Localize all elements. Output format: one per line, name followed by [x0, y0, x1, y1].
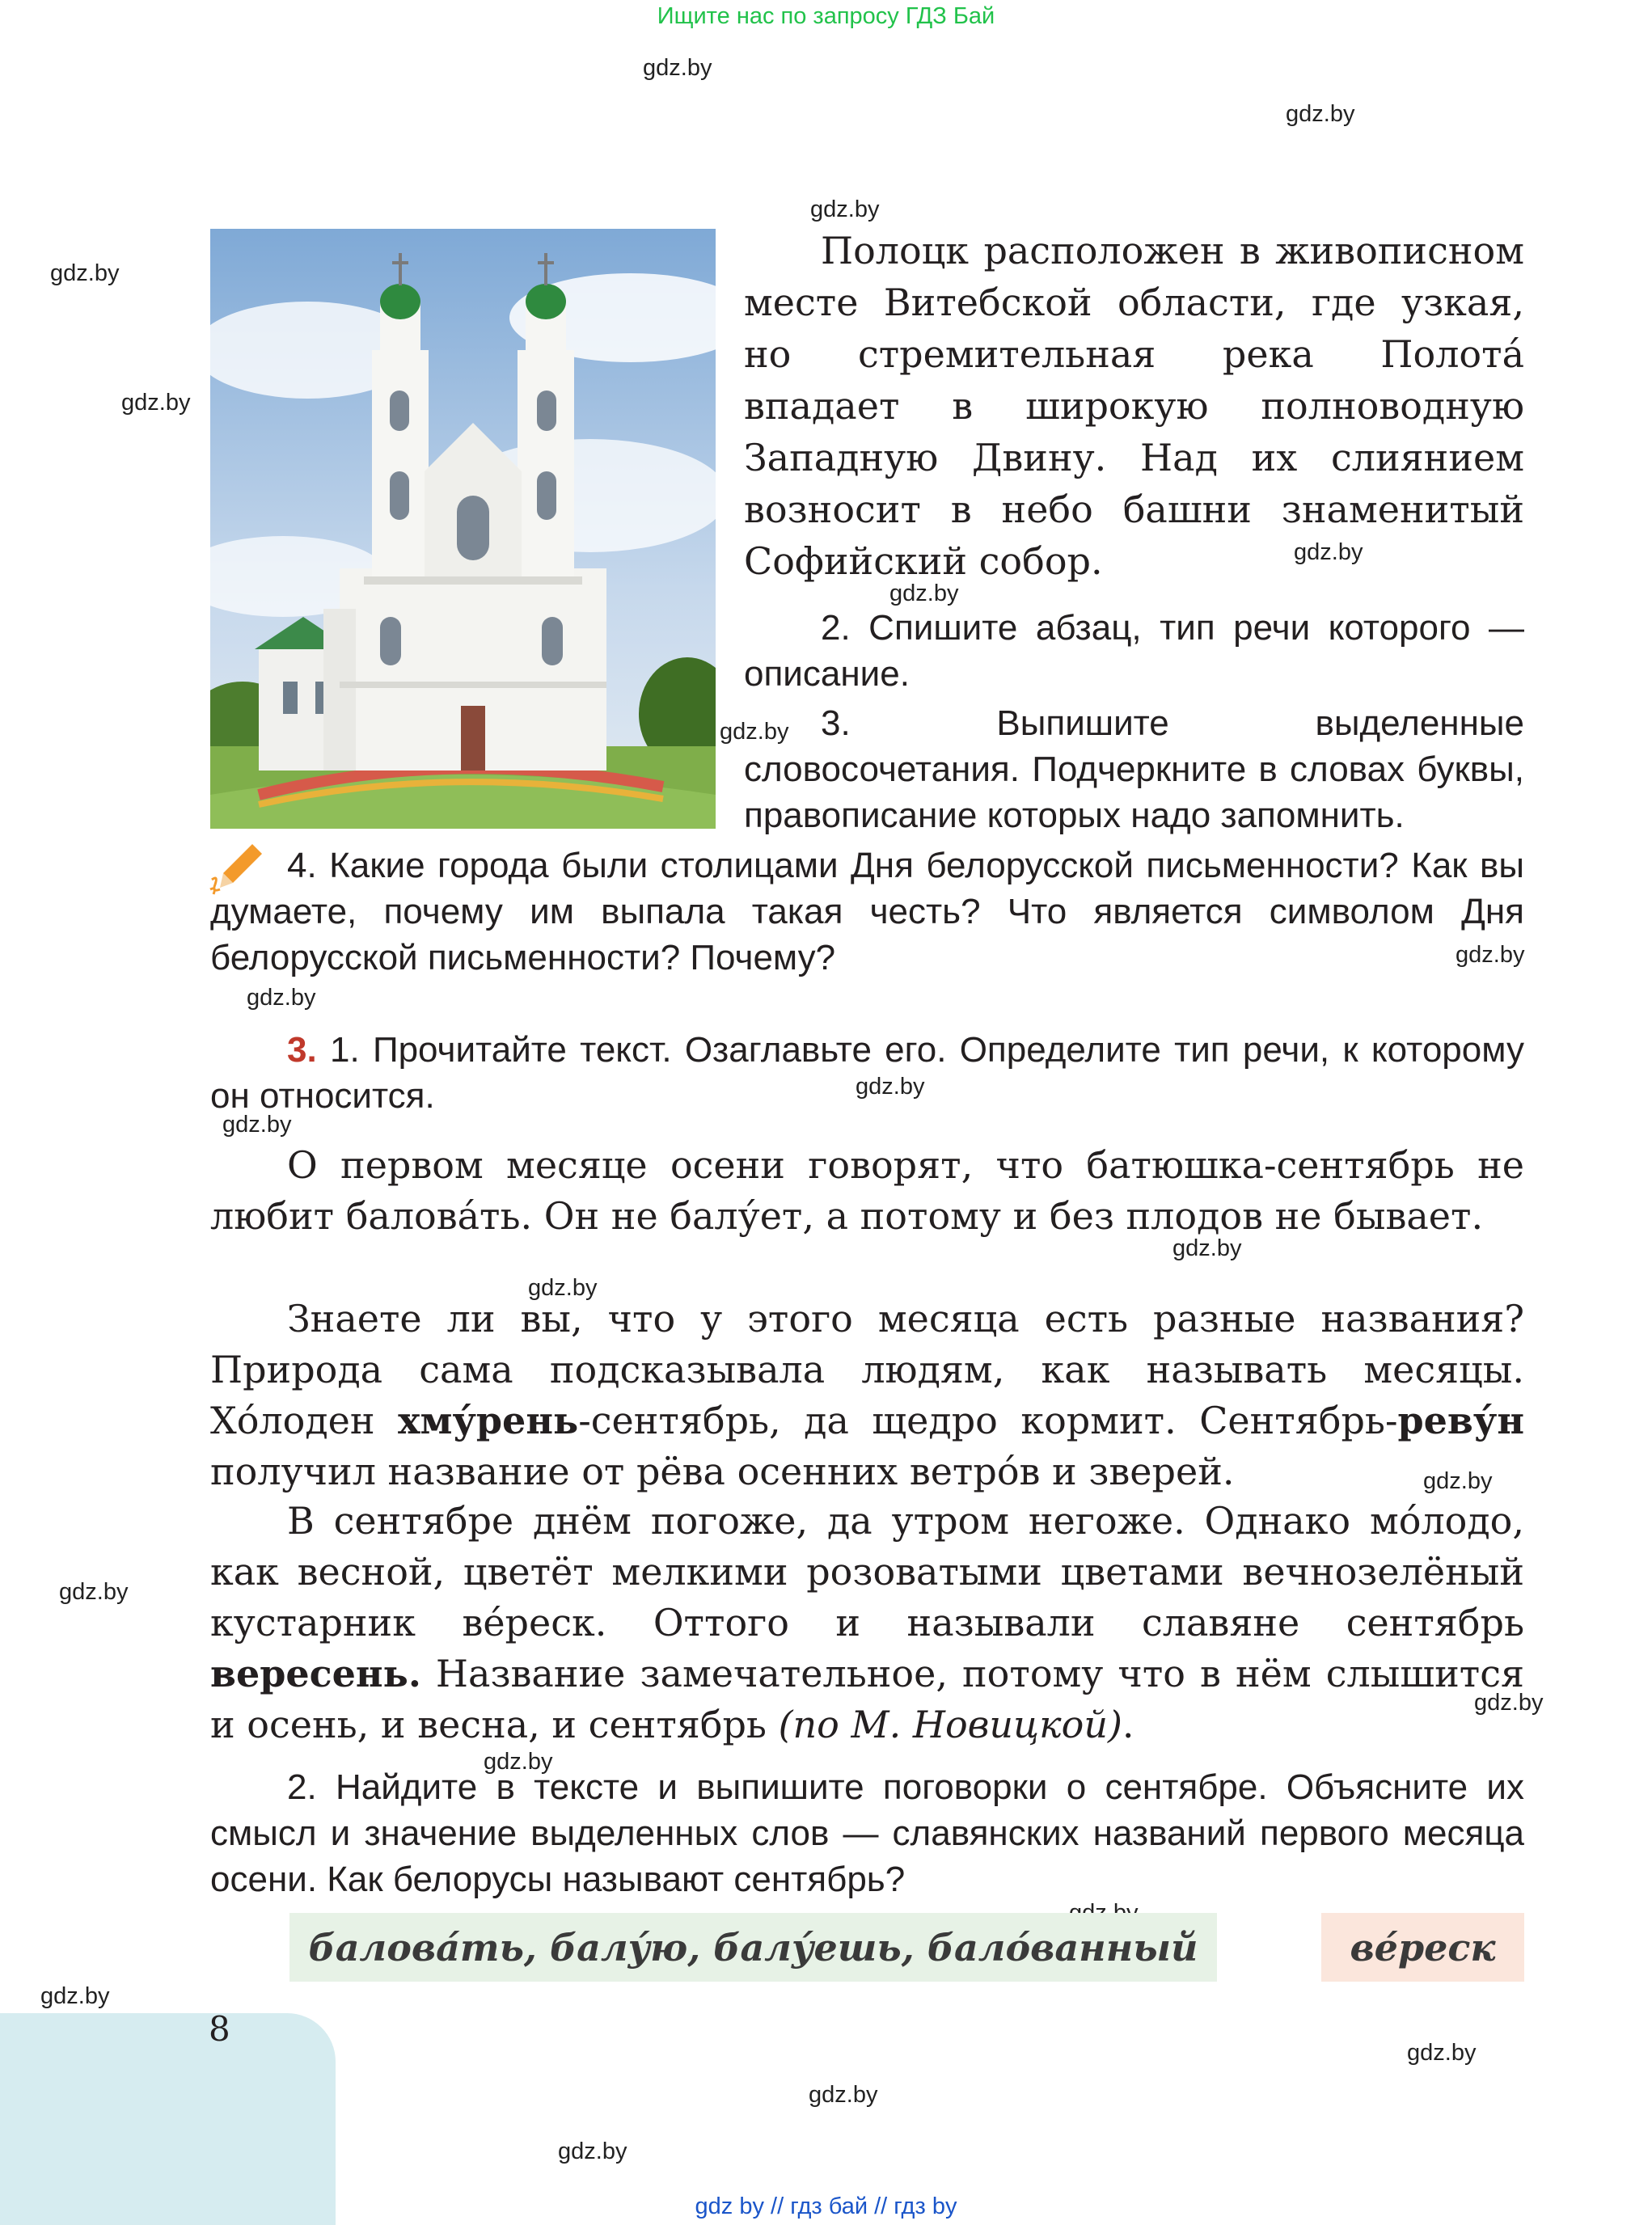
watermark: gdz.by — [1456, 942, 1525, 968]
watermark: gdz.by — [121, 390, 191, 416]
watermark: gdz.by — [1407, 2040, 1477, 2066]
revun-word: реву́н — [1397, 1399, 1525, 1442]
september-paragraph-3 — [210, 1496, 1524, 1750]
vocabulary-box-balovat: балова́ть, балу́ю, балу́ешь, бало́ванный — [289, 1913, 1217, 1982]
watermark: gdz.by — [856, 1074, 925, 1100]
watermark: gdz.by — [809, 2082, 878, 2108]
september-paragraph-1: О первом месяце осени говорят, что батюшка-сентябрь не любит балова́ть. Он не балу́ет, а потому и без плодов не бывает. — [210, 1143, 1524, 1238]
page-number: 8 — [209, 2009, 230, 2049]
watermark: gdz.by — [1172, 1235, 1242, 1261]
sophia-cathedral-photo — [210, 229, 716, 829]
veresen-word: вересень. — [210, 1652, 421, 1695]
watermark: gdz.by — [50, 260, 120, 286]
exercise-2-task-4: 4. Какие города были столицами Дня белорусской письменности? Как вы думаете, почему им выпала такая честь? Что является символом Дня белорусской письменности? Почему? — [210, 846, 1524, 977]
vocabulary-box-veresk: ве́реск — [1321, 1913, 1524, 1982]
paragraph-3-end: . — [1122, 1703, 1134, 1746]
watermark: gdz.by — [484, 1749, 553, 1775]
watermark: gdz.by — [1423, 1468, 1493, 1494]
watermark: gdz.by — [40, 1983, 110, 2009]
watermark: gdz.by — [810, 196, 880, 222]
exercise-3-task-2: 2. Найдите в тексте и выпишите поговорки о сентябре. Объясните их смысл и значение выделенных слов — славянских названий первого месяца осени. Как белорусы называют сентябрь? — [210, 1767, 1524, 1899]
watermark: gdz.by — [558, 2138, 627, 2164]
exercise-3-task-1-text: 1. Прочитайте текст. Озаглавьте его. Определите тип речи, к которому он относится. — [210, 1030, 1524, 1116]
exercise-2-task-3: 3. Выпишите выделенные словосочетания. Подчеркните в словах буквы, правописание которых надо запомнить. — [744, 703, 1524, 835]
paragraph-2-text: -сентябрь, да щедро кормит. Сентябрь- — [578, 1399, 1398, 1442]
paragraph-3-text: В сентябре днём погоже, да утром негоже. Однако мо́лодо, как весной, цветёт мелкими розоватыми цветами вечнозелёный кустарник ве́реск. Оттого и называли славяне сентябрь — [210, 1499, 1524, 1644]
search-banner: Ищите нас по запросу ГДЗ Бай — [657, 3, 995, 29]
watermark: gdz.by — [889, 581, 959, 606]
watermark: gdz.by — [59, 1579, 129, 1605]
watermark: gdz.by — [222, 1112, 292, 1138]
paragraph-2-text: Знаете ли вы, что у этого месяца есть разные названия? Природа сама подсказывала людям, как называть месяцы. Хо́лоден — [210, 1297, 1524, 1442]
watermark: gdz.by — [720, 719, 789, 745]
polotsk-paragraph: Полоцк расположен в живописном месте Витебской области, где узкая, но стремительная река Полота́ впадает в широкую полноводную Западную Двину. Над их слиянием возносит в небо башни знаменитый Софийский собор. — [744, 229, 1524, 583]
paragraph-2-text: получил название от рёва осенних ветро́в и зверей. — [210, 1450, 1235, 1493]
exercise-3-task-1 — [210, 1027, 1524, 1119]
watermark: gdz.by — [1294, 539, 1363, 565]
watermark: gdz.by — [1286, 101, 1355, 127]
exercise-3-number: 3. — [287, 1030, 317, 1070]
paragraph-3-text: Название замечательное, потому что в нём слышится и осень, и весна, и сентябрь — [210, 1652, 1524, 1746]
exercise-2-task-2: 2. Спишите абзац, тип речи которого — описание. — [744, 608, 1524, 694]
september-paragraph-2 — [210, 1294, 1524, 1497]
watermark: gdz.by — [1474, 1690, 1544, 1716]
watermark: gdz.by — [247, 985, 316, 1011]
watermark: gdz.by — [643, 55, 712, 81]
footer-links[interactable]: gdz by // гдз бай // гдз by — [695, 2193, 957, 2219]
source-attribution: (по М. Новицкой) — [778, 1703, 1122, 1746]
watermark: gdz.by — [528, 1275, 598, 1301]
khmuren-word: хму́рень — [398, 1399, 579, 1442]
